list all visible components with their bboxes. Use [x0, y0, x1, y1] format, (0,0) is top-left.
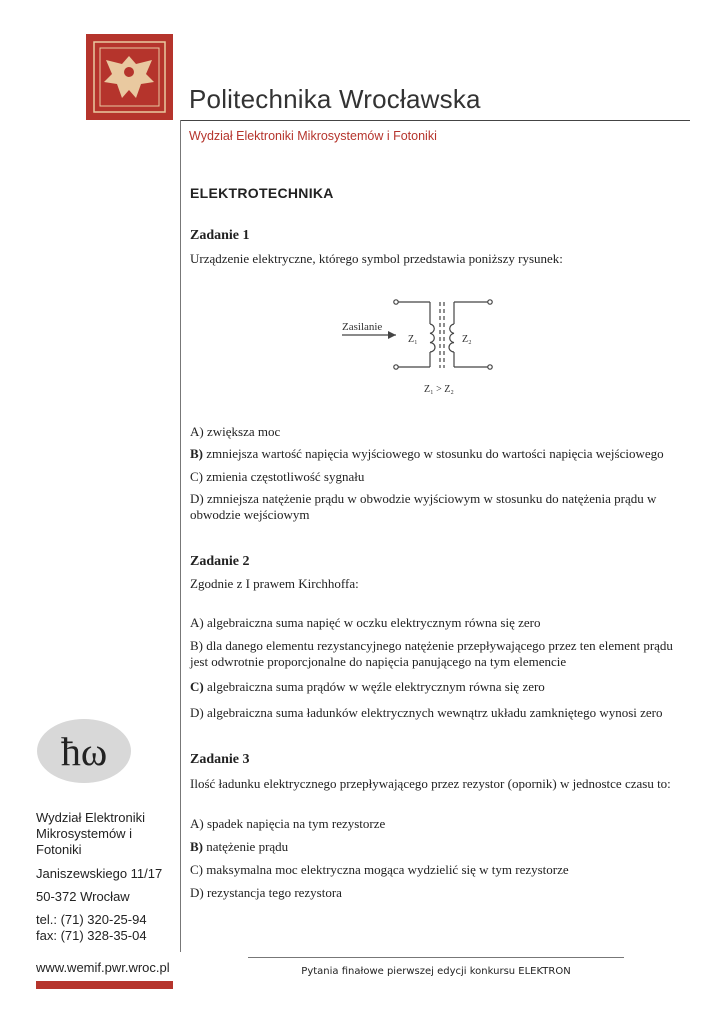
task1-answer-c: C) zmienia częstotliwość sygnału	[190, 469, 365, 484]
sidebar-website-link[interactable]: www.wemif.pwr.wroc.pl	[36, 960, 170, 975]
transformer-diagram	[338, 292, 508, 402]
task1-title: Zadanie 1	[190, 228, 250, 243]
task3-answer-a: A) spadek napięcia na tym rezystorze	[190, 816, 386, 831]
subject-title: ELEKTROTECHNIKA	[190, 185, 334, 201]
z1-label: Z₁	[408, 334, 418, 345]
faculty-logo	[36, 718, 132, 784]
z2-label: Z₂	[462, 334, 472, 345]
task1-answer-a: A) zwiększa moc	[190, 424, 281, 439]
sidebar-fax: fax: (71) 328-35-04	[36, 928, 147, 943]
task3-answer-b: B) natężenie prądu	[190, 839, 289, 854]
impedance-relation: Z₁ > Z₂	[424, 384, 454, 395]
header-divider	[180, 120, 690, 121]
task2-answer-b: B) dla danego elementu rezystancyjnego natężenie przepływającego przez ten element prądu jest odwrotnie proporcjonalne do napięcia panującego na tym elemencie	[190, 638, 673, 669]
task2-title: Zadanie 2	[190, 554, 250, 569]
task2-answer-a: A) algebraiczna suma napięć w oczku elektrycznym równa się zero	[190, 615, 541, 630]
sidebar-city: 50-372 Wrocław	[36, 889, 130, 904]
sidebar-tel: tel.: (71) 320-25-94	[36, 912, 147, 927]
hbar-omega-logo-text: ħω	[60, 729, 108, 774]
task2-answer-c: C) algebraiczna suma prądów w węźle elektrycznym równa się zero	[190, 679, 545, 694]
task3-title: Zadanie 3	[190, 752, 250, 767]
sidebar-accent-bar	[36, 981, 173, 989]
task1-answer-b: B) zmniejsza wartość napięcia wyjściowego w stosunku do wartości napięcia wejściowego	[190, 446, 664, 461]
faculty-name: Wydział Elektroniki Mikrosystemów i Fotoniki	[189, 129, 437, 143]
sidebar-street: Janiszewskiego 11/17	[36, 866, 163, 881]
task3-question: Ilość ładunku elektrycznego przepływającego przez rezystor (opornik) w jednostce czasu to:	[190, 776, 671, 791]
university-logo	[86, 34, 173, 120]
task3-answer-c: C) maksymalna moc elektryczna mogąca wydzielić się w tym rezystorze	[190, 862, 569, 877]
eagle-emblem-icon	[86, 34, 173, 120]
task3-answer-d: D) rezystancja tego rezystora	[190, 885, 342, 900]
task2-answer-d: D) algebraiczna suma ładunków elektrycznych wewnątrz układu zamkniętego wynosi zero	[190, 705, 663, 720]
university-name: Politechnika Wrocławska	[189, 84, 481, 114]
task2-question: Zgodnie z I prawem Kirchhoffa:	[190, 576, 359, 591]
footer-divider	[248, 957, 624, 958]
sidebar-faculty: Wydział Elektroniki Mikrosystemów i Fotoniki	[36, 810, 145, 857]
vertical-divider	[180, 120, 181, 952]
task1-answer-d: D) zmniejsza natężenie prądu w obwodzie wyjściowym w stosunku do natężenia prądu w obwodzie wejściowym	[190, 491, 657, 522]
footer-text: Pytania finałowe pierwszej edycji konkursu ELEKTRON	[301, 966, 571, 977]
task1-question: Urządzenie elektryczne, którego symbol przedstawia poniższy rysunek:	[190, 251, 563, 266]
supply-label: Zasilanie	[342, 321, 383, 333]
